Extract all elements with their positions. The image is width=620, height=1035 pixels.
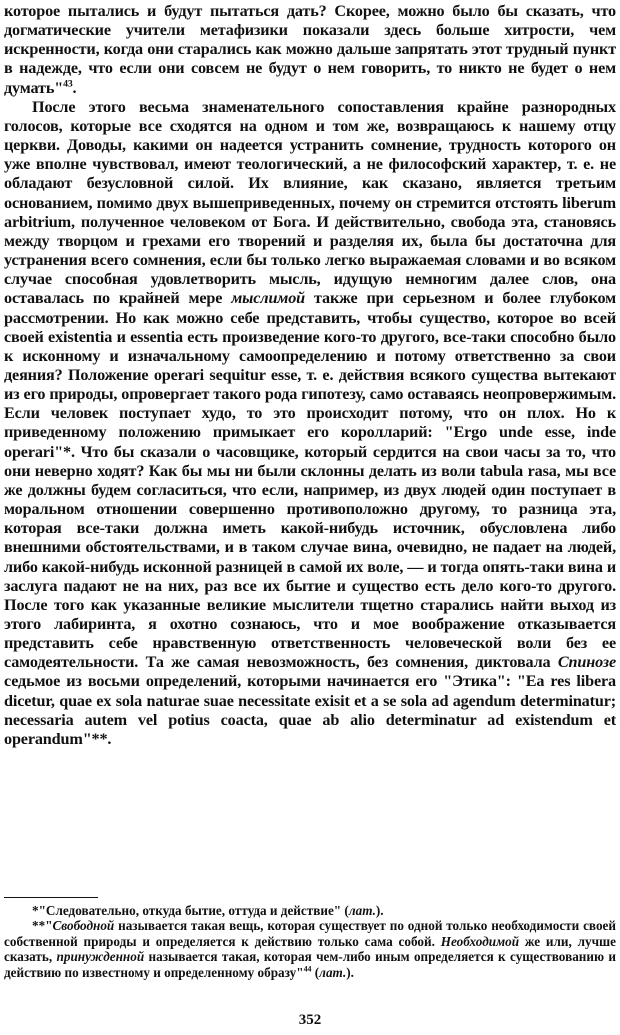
- footnote-1-end: ).: [375, 903, 384, 918]
- italic-term-myslimoy: мыслимой: [231, 289, 306, 308]
- footnote-ref-43: 43: [63, 78, 73, 90]
- paragraph-1-text: которое пытались и будут пытаться дать? Скорее, можно было бы сказать, что догматические учители метафизики показали здесь больше хитрости, чем искренности, когда они старались как можно дальше запрятать этот трудный пункт в надежде, что если они совсем не будут о нем говорить, то никто не будет о нем думать": [4, 2, 616, 97]
- footnote-divider: [4, 897, 98, 898]
- footnote-1: [4, 903, 616, 918]
- footnote-1-lang: лат.: [348, 903, 376, 918]
- footnote-ref-44: 44: [303, 964, 312, 974]
- footnote-1-text: *"Следовательно, откуда бытие, оттуда и действие" (: [32, 903, 349, 918]
- footnote-2-lang: лат.: [319, 964, 347, 980]
- footnote-2-italic-2: Необходимой: [440, 933, 520, 949]
- footnote-2-text-e: (: [311, 964, 320, 980]
- paragraph-2-text-c: седьмое из восьми определений, которыми начинается его "Этика": "Ea res libera dicetur, quae ex sola naturae suae necessitate exisit et a se sola ad agendum determinatur; necessaria autem vel potius coacta, quae ab alio determinatur ad existendum et operandum"**.: [4, 672, 616, 748]
- footnote-2-text-c: же или, лучше сказать,: [4, 933, 616, 965]
- footnote-2-marker: **": [32, 918, 53, 934]
- paragraph-1: [4, 2, 616, 98]
- page-number: 352: [298, 1012, 322, 1028]
- footnote-2-italic-1: Свободной: [52, 918, 115, 934]
- paragraph-1-end: .: [72, 78, 77, 97]
- footnote-2-italic-3: принужденной: [56, 949, 145, 965]
- paragraph-2: [4, 98, 616, 749]
- paragraph-2-text-b: также при серьезном и более глубоком рассмотрении. Но как можно себе представить, чтобы существо, которое во всей своей existentia и essentia есть произведение кого-то другого, все-таки способно было к исконному и изначальному самоопределению и потому ответственно за свои деяния? Положение operari sequitur esse, т. е. действия всякого существа вытекают из его природы, опровергает такого рода гипотезу, само оставаясь неопровержимым. Если человек поступает худо, то это происходит потому, что он плох. Но к приведенному положению примыкает его королларий: "Ergo unde esse, inde operari"*. Что бы сказали о часовщике, который сердится на свои часы за то, что они неверно ходят? Как бы мы ни были склонны делать из воли tabula rasa, мы все же должны будем согласиться, что если, например, из двух людей один поступает в моральном отношении совершенно противоположно другому, то разница эта, которая все-таки должна иметь какой-нибудь источник, обусловлена либо внешними обстоятельствами, и в таком случае вина, очевидно, не падает на людей, либо какой-нибудь исконной разницей в самой их воле, — и тогда опять-таки вина и заслуга падают не на них, раз все их бытие и существо есть дело кого-то другого. После того как указанные великие мыслители тщетно старались найти выход из этого лабиринта, я охотно сознаюсь, что и мое воображение отказывается представить себе нравственную ответственность человеческой воли без ее самодеятельности. Та же самая невозможность, без сомнения, диктовала: [4, 289, 616, 672]
- footnote-2-text-b: называется такая вещь, которая существует по одной только необходимости своей собственной природы и определяется к действию только сама собой.: [4, 918, 617, 949]
- footnotes: [4, 903, 616, 980]
- italic-term-spinoze: Спинозе: [557, 653, 616, 672]
- footnote-2-text-d: называется такая, которая чем-либо иным определяется к существованию и действию по известному и определенному образу": [4, 949, 617, 980]
- paragraph-2-text-a: После этого весьма знаменательного сопоставления крайне разнородных голосов, которые все сходятся на одном и том же, возвращаюсь к нашему отцу церкви. Доводы, какими он надеется устранить сомнение, трудность которого он уже вполне чувствовал, имеют теологический, а не философский характер, т. е. не обладают безусловной силой. Их влияние, как сказано, является третьим основанием, помимо двух вышеприведенных, почему он стремится отстоять liberum arbitrium, полученное человеком от Бога. И действительно, свобода эта, становясь между творцом и грехами его творений и разделяя их, была бы достаточна для устранения всего сомнения, если бы только легко выражаемая словами и во всяком случае способная удовлетворить мысль, идущую немногим далее слов, она оставалась по крайней мере: [4, 97, 616, 308]
- footnote-2-end: ).: [346, 964, 354, 980]
- main-text: [4, 2, 616, 749]
- footnote-2: [4, 918, 616, 980]
